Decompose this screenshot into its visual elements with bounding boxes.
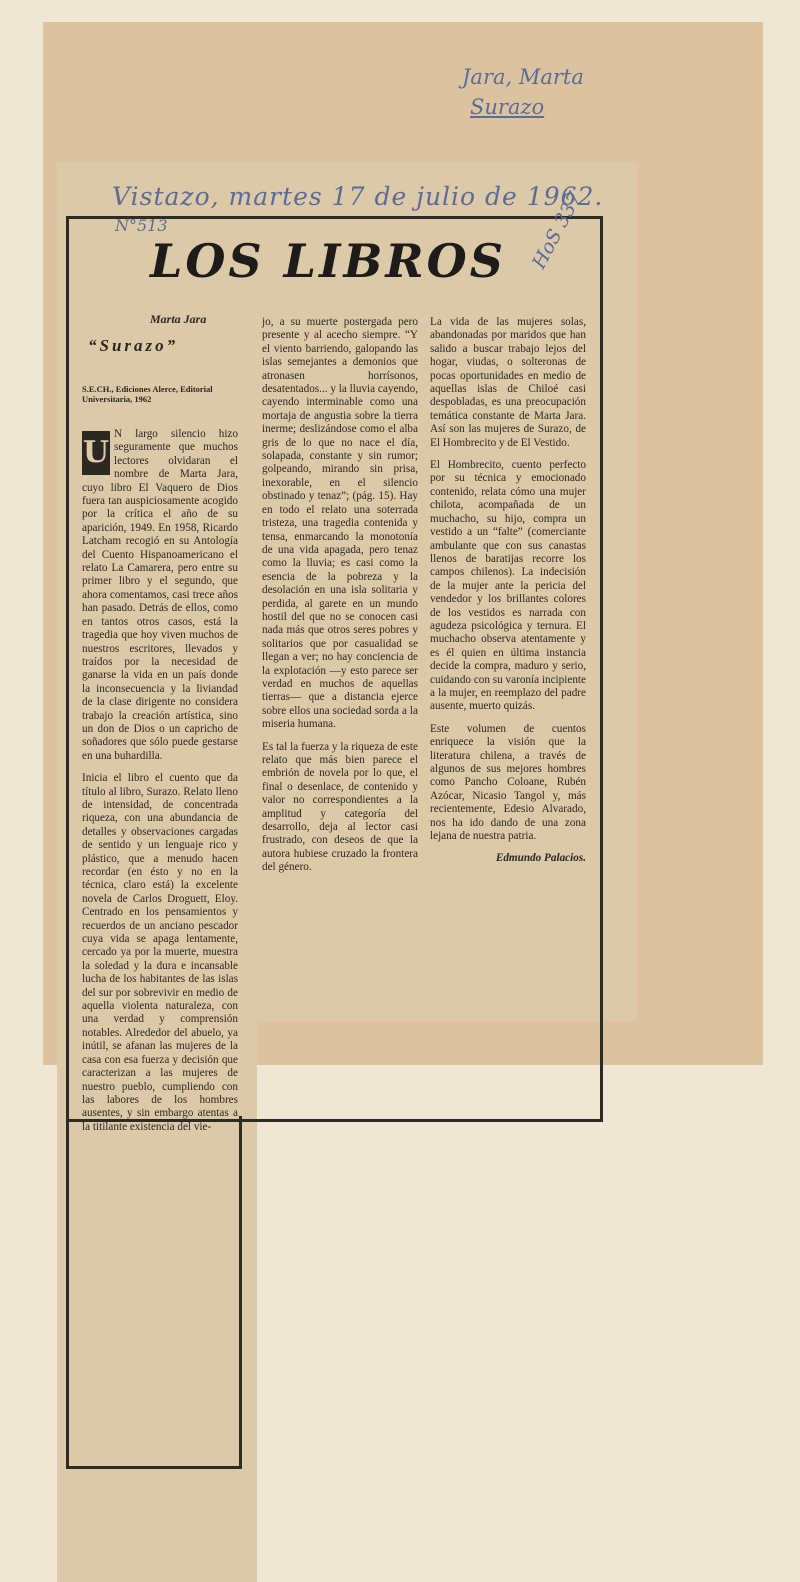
issue-number-note: N°513: [115, 216, 168, 235]
article-signature: Edmundo Palacios.: [495, 852, 586, 865]
paragraph-text: N largo silencio hizo seguramente que muchos lectores olvidaran el nombre de Marta Jara, cuyo libro El Vaquero de Dios fuera tan auspiciosamente acogido por la crítica el año de su aparición, 1949. En 1958, Ricardo Latcham recogió en su Antología del Cuento Hispanoamericano el relato La Camarera, pero entre su primer libro y el segundo, que ahora comentamos, casi trece años han pasado. Detrás de ellos, como en tantos otros casos, está la tragedia que hoy viven muchos de nuestros escritores, llevados y traídos por la necesidad de ganarse la vida en un país donde la inconsecuencia y la liviandad de la clase dirigente no considera trabajo la creación artística, sino un don de Dios o un capricho de soñadores que sólo puede gestarse en una buhardilla.: [82, 428, 238, 762]
article-heading: LOS LIBROS: [150, 234, 506, 288]
article-paragraph: jo, a su muerte postergada pero presente y al acecho siempre. “Y el viento barriendo, galopando las islas semejantes a demonios que atronasen horrísonos, desatentados... y la lluvia cayendo, cayendo interminable como una mortaja de angustia sobre la tierra inerme; deslizándose como el alba gris de lo que no nace el día, solapada, constante y sin rumor; golpeando, mirando sin prisa, inexorable, en el silencio obstinado y tenaz”; (pág. 15). Hay en todo el relato una soterrada tristeza, una tragedia contenida y tensa, enmarcando la monotonía de una vida apagada, pero tenaz como la lluvia; es casi como la esencia de la pobreza y la desolación en una isla solitaria y perdida, al garete en un mundo hostil del que no se conocen casi nada más que otros seres pobres y solitarios que por casualidad se llegan a ver; no hay conciencia de la explotación —y esto parece ser verdad en muchos de aquellas tierras— que a distancia ejerce sobre ellos una sociedad sorda a la miseria humana.: [262, 316, 418, 731]
article-paragraph: Este volumen de cuentos enriquece la visión que la literatura chilena, a través de algunos de sus mejores hombres como Pancho Coloane, Rubén Azócar, Nicasio Tangol y, más recientemente, Edesio Alvarado, nos ha ido dando de una zona lejana de nuestra patria.: [430, 722, 586, 843]
article-paragraph: El Hombrecito, cuento perfecto por su técnica y emocionado contenido, relata cómo una mujer chilota, acompañada de un muchacho, su hijo, compra un vestido a un “falte” (comerciante ambulante que con sus canastas llenos de baratijas recorre los campos chilenos). La indecisión de la mujer ante la pericia del vendedor y los brillantes colores de los vestidos es narrada con agudeza psicológica y ternura. El muchacho observa atentamente y es él quien en última instancia decide la compra, maduro y serio, cuidando con su varonía incipiente a la mujer, en reemplazo del padre ausente, muerto quizás.: [430, 459, 586, 713]
article-paragraph: [82, 428, 238, 763]
archive-author-note: Jara, Marta: [462, 65, 584, 89]
article-paragraph: La vida de las mujeres solas, abandonadas por maridos que han salido a buscar trabajo lejos del hogar, viudas, o solteronas de pocas oportunidades en medio de aquellas islas de Chiloé casi despobladas, es una preocupación temática constante de Marta Jara. Así son las mujeres de Surazo, de El Hombrecito y de El Vestido.: [430, 316, 586, 449]
catalog-mark-note: HoS 337: [528, 188, 587, 273]
book-imprint: S.E.CH., Ediciones Alerce, Editorial Universitaria, 1962: [82, 384, 213, 404]
source-date-note: Vistazo, martes 17 de julio de 1962.: [112, 182, 604, 211]
article-paragraph: Inicia el libro el cuento que da título al libro, Surazo. Relato lleno de intensidad, de concentrada riqueza, con una abundancia de detalles y observaciones cargadas de sentido y un lenguaje rico y plástico, que a menudo hacen recordar (en ésto y no en la técnica, claro está) la excelente novela de Carlos Droguett, Eloy. Centrado en los pensamientos y recuerdos de un anciano pescador cuya vida se apaga lentamente, cercado ya por la muerte, muestra la soledad y la dura e incansable lucha de los habitantes de las islas del sur por sobrevivir en medio de aquella violenta naturaleza, con una verdad y comprensión notables. Alrededor del abuelo, ya inútil, se afanan las mujeres de la casa con esa fuerza y decisión que caracterizan a las mujeres de nuestro pueblo, cumpliendo con las labores de los hombres ausentes, y sin embargo atentas a la titilante existencia del vie-: [82, 772, 238, 1133]
article-column-1: [82, 428, 238, 1143]
archive-handwritten-note: [462, 62, 584, 122]
book-author: Marta Jara: [150, 312, 207, 326]
drop-cap: U: [82, 431, 110, 475]
article-paragraph: Es tal la fuerza y la riqueza de este relato que más bien parece el embrión de novela por lo que, el final o desenlace, de contenido y valor no correspondientes a la amplitud y categoría del desarrollo, deja al lector casi frustrado, con deseos de que la autora hubiese cruzado la frontera del género.: [262, 740, 418, 874]
article-frame-continuation: [66, 1116, 242, 1469]
book-title: “Surazo”: [88, 336, 179, 355]
article-column-2: [262, 316, 418, 884]
archive-title-note: Surazo: [470, 95, 545, 119]
article-column-3: [430, 316, 586, 875]
